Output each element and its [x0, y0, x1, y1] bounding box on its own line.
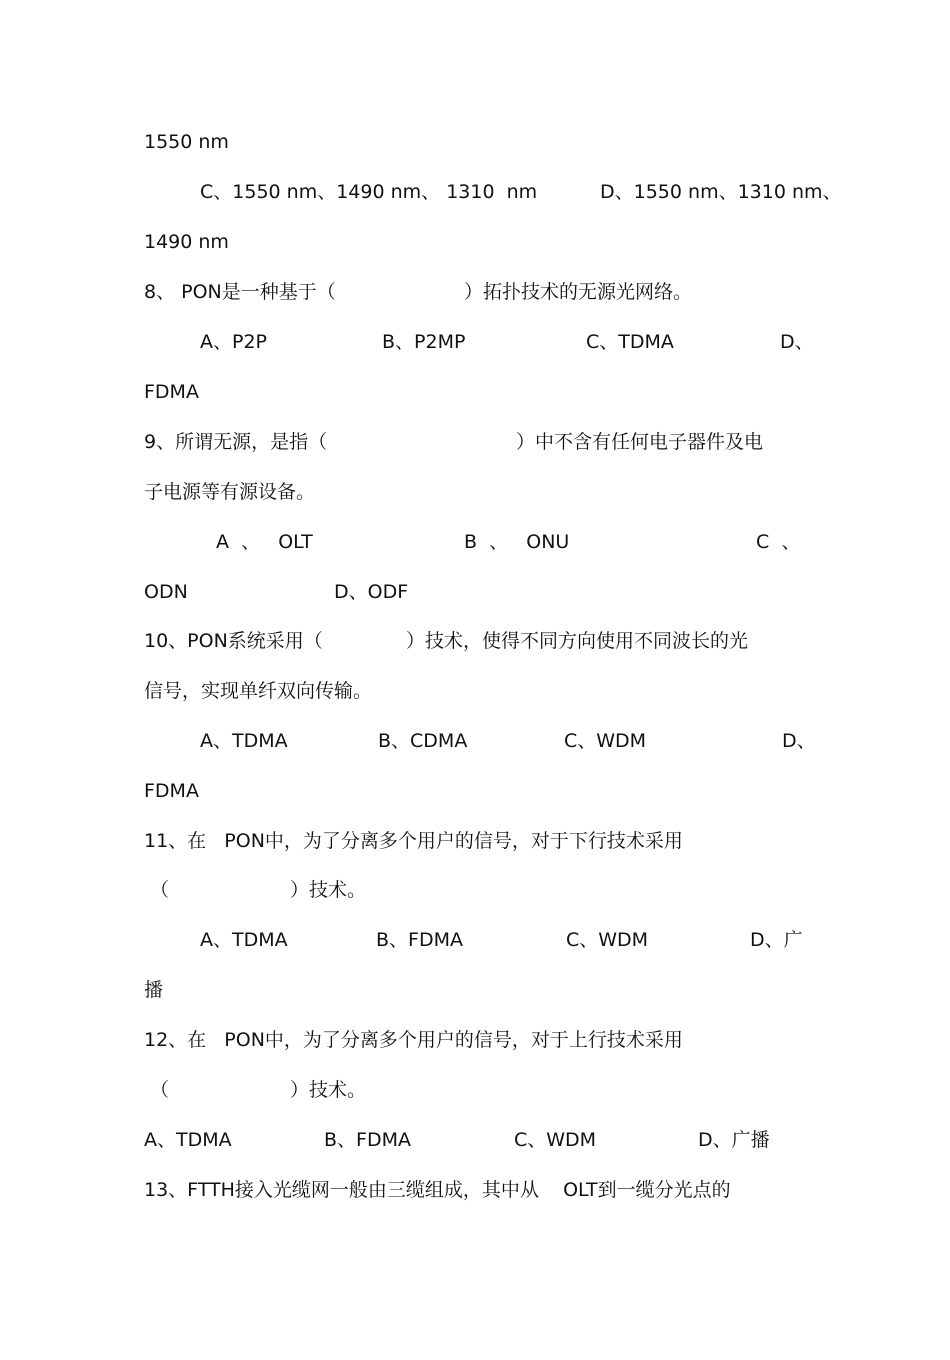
- option-c: C、WDM: [564, 730, 647, 752]
- text: 1550 nm: [144, 131, 229, 153]
- text: FDMA: [144, 381, 199, 403]
- question-13: [0, 1170, 950, 1210]
- question-text: 13、FTTH接入光缆网一般由三缆组成，其中从 OLT到一缆分光点的: [144, 1179, 731, 1201]
- q8-options: [0, 322, 950, 362]
- question-text: 12、在 PON中，为了分离多个用户的信号，对于上行技术采用: [144, 1029, 683, 1051]
- question-10-cont: [0, 671, 950, 711]
- text: FDMA: [144, 780, 199, 802]
- option-line-c-d: [0, 172, 950, 212]
- option-c-cont: ODN: [144, 581, 188, 603]
- option-d: D、1550 nm、1310 nm、: [600, 181, 842, 203]
- question-9: [0, 422, 950, 462]
- option-d: D、: [782, 730, 816, 752]
- option-c: C 、: [756, 531, 801, 553]
- option-b: B 、 ONU: [464, 531, 570, 553]
- question-12-cont: [0, 1070, 950, 1110]
- option-a: A、TDMA: [200, 929, 288, 951]
- question-text: 信号，实现单纤双向传输。: [144, 680, 373, 702]
- line-1490nm: [0, 222, 950, 262]
- option-a: A、P2P: [200, 331, 268, 353]
- blank-open: （: [150, 1079, 170, 1101]
- option-d: D、广播: [698, 1129, 770, 1151]
- question-text: 子电源等有源设备。: [144, 481, 316, 503]
- option-d: D、广: [750, 929, 803, 951]
- question-text-cont: ）中不含有任何电子器件及电: [516, 431, 764, 453]
- line-1550nm: [0, 122, 950, 162]
- option-c: C、1550 nm、1490 nm、 1310 nm: [200, 181, 538, 203]
- option-b: B、FDMA: [376, 929, 463, 951]
- q8-option-d-cont: [0, 372, 950, 412]
- question-text-cont: ）拓扑技术的无源光网络。: [464, 281, 693, 303]
- q12-options: [0, 1120, 950, 1160]
- question-10: [0, 621, 950, 661]
- question-9-cont: [0, 472, 950, 512]
- question-11: [0, 821, 950, 861]
- blank-open: （: [150, 879, 170, 901]
- question-text: 9、所谓无源，是指（: [144, 431, 328, 453]
- q9-options: [0, 522, 950, 562]
- option-b: B、CDMA: [378, 730, 468, 752]
- option-b: B、P2MP: [382, 331, 466, 353]
- option-b: B、FDMA: [324, 1129, 411, 1151]
- question-text: 8、 PON是一种基于（: [144, 281, 336, 303]
- text: 1490 nm: [144, 231, 229, 253]
- text: 播: [144, 979, 164, 1001]
- option-a: A、TDMA: [144, 1129, 232, 1151]
- q10-options: [0, 721, 950, 761]
- q11-options: [0, 920, 950, 960]
- q10-option-d-cont: [0, 771, 950, 811]
- question-text-cont: ）技术，使得不同方向使用不同波长的光: [406, 630, 749, 652]
- option-c: C、WDM: [566, 929, 649, 951]
- question-text: 10、PON系统采用（: [144, 630, 323, 652]
- question-text: 11、在 PON中，为了分离多个用户的信号，对于下行技术采用: [144, 830, 683, 852]
- question-12: [0, 1020, 950, 1060]
- question-8: [0, 272, 950, 312]
- option-d: D、ODF: [334, 581, 409, 603]
- q11-option-d-cont: [0, 970, 950, 1010]
- option-d: D、: [780, 331, 814, 353]
- blank-close: ）技术。: [290, 1079, 367, 1101]
- q9-options-cont: [0, 572, 950, 612]
- option-c: C、WDM: [514, 1129, 597, 1151]
- blank-close: ）技术。: [290, 879, 367, 901]
- option-a: A、TDMA: [200, 730, 288, 752]
- question-11-cont: [0, 870, 950, 910]
- option-c: C、TDMA: [586, 331, 674, 353]
- option-a: A 、 OLT: [216, 531, 313, 553]
